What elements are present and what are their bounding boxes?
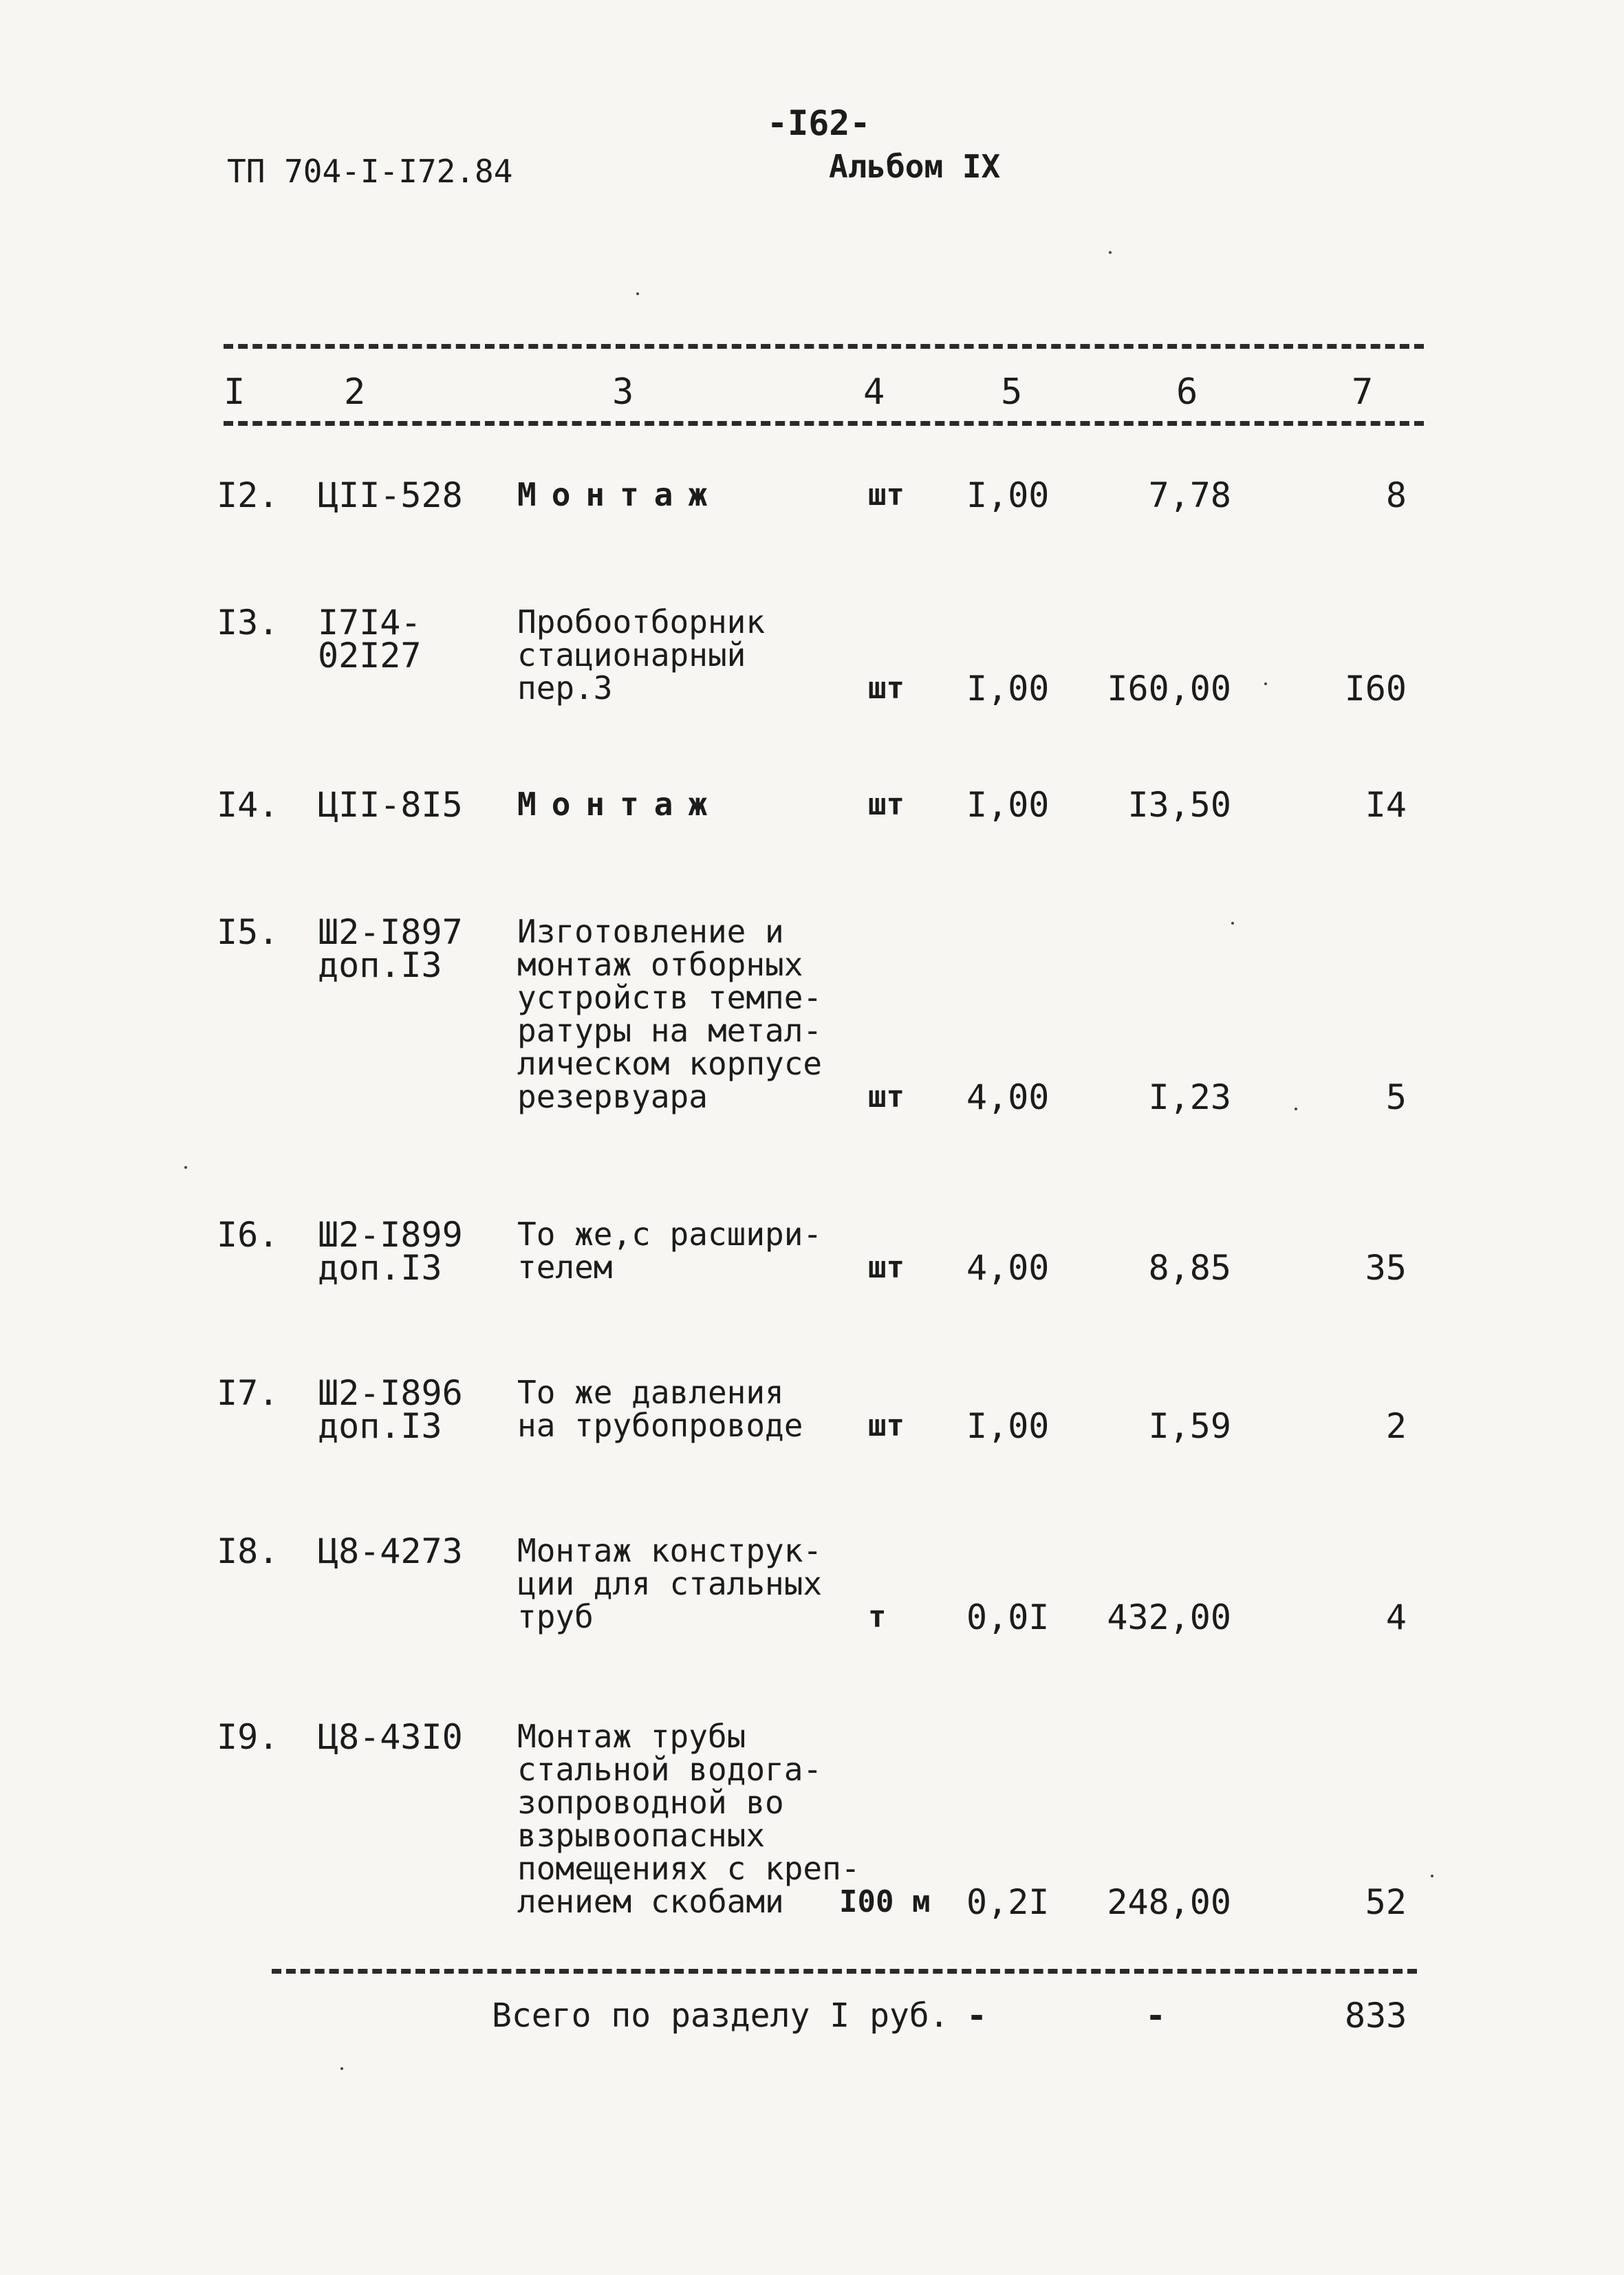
row-number: I7.: [217, 1373, 279, 1413]
row-code: 02I27: [318, 636, 422, 676]
row-unit: шт: [868, 1079, 905, 1114]
row-code: Ш2-I897: [318, 912, 463, 952]
row-code: Ш2-I899: [318, 1215, 463, 1255]
row-total: 35: [1365, 1248, 1407, 1288]
row-description: пер.3: [517, 669, 613, 707]
row-description: Изготовление и: [517, 913, 784, 950]
row-total: 5: [1385, 1077, 1407, 1117]
row-code: доп.I3: [318, 1406, 442, 1446]
row-quantity: I,00: [966, 1406, 1050, 1446]
row-description: взрывоопасных: [517, 1817, 766, 1854]
total-dash-qty: -: [966, 1996, 988, 2036]
column-header-2: 2: [344, 371, 366, 413]
row-code: доп.I3: [318, 945, 442, 985]
table-top-rule: [224, 344, 1424, 349]
row-price: I3,50: [1127, 785, 1231, 825]
row-code: ЦII-8I5: [318, 785, 463, 825]
row-description: Пробоотборник: [517, 603, 766, 640]
scan-speck: [1295, 1108, 1297, 1110]
row-code: доп.I3: [318, 1248, 442, 1288]
row-number: I4.: [217, 785, 279, 825]
scan-speck: [1109, 251, 1112, 254]
total-dash-price: -: [1145, 1996, 1167, 2036]
row-number: I2.: [217, 475, 279, 515]
row-quantity: 0,2I: [966, 1882, 1050, 1922]
row-quantity: 4,00: [966, 1077, 1050, 1117]
column-header-3: 3: [612, 371, 634, 413]
row-price: 432,00: [1107, 1597, 1231, 1637]
row-description: лическом корпусе: [517, 1045, 823, 1082]
row-description: труб: [517, 1598, 594, 1635]
row-code: Ц8-43I0: [318, 1717, 463, 1757]
row-description: Монтаж конструк-: [517, 1532, 823, 1569]
row-description: Монтаж: [517, 786, 723, 823]
row-code: ЦII-528: [318, 475, 463, 515]
row-price: I60,00: [1107, 669, 1231, 709]
scan-speck: [340, 2067, 343, 2070]
row-description: ции для стальных: [517, 1565, 823, 1602]
row-unit: шт: [868, 1408, 905, 1443]
row-description: То же,с расшири-: [517, 1216, 823, 1253]
row-unit: шт: [868, 1250, 905, 1285]
row-description: помещениях с креп-: [517, 1850, 860, 1887]
row-description: на трубопроводе: [517, 1407, 803, 1444]
table-bottom-rule: [272, 1969, 1417, 1974]
row-total: 4: [1385, 1597, 1407, 1637]
scan-speck: [184, 1166, 187, 1169]
section-total-value: 833: [1345, 1996, 1407, 2036]
row-quantity: I,00: [966, 785, 1050, 825]
row-quantity: I,00: [966, 669, 1050, 709]
row-description: устройств темпе-: [517, 979, 823, 1016]
row-number: I5.: [217, 912, 279, 952]
row-description: резервуара: [517, 1078, 708, 1115]
column-header-6: 6: [1176, 371, 1198, 413]
row-description: монтаж отборных: [517, 946, 803, 983]
album-label: Альбом IX: [829, 148, 1001, 185]
row-quantity: 0,0I: [966, 1597, 1050, 1637]
row-total: 8: [1385, 475, 1407, 515]
section-total-label: Всего по разделу I руб.: [492, 1996, 949, 2035]
row-total: 52: [1365, 1882, 1407, 1922]
page-number: -I62-: [767, 103, 871, 143]
row-number: I9.: [217, 1717, 279, 1757]
column-header-5: 5: [1001, 371, 1023, 413]
scan-speck: [1264, 682, 1267, 685]
row-price: 248,00: [1107, 1882, 1231, 1922]
row-description: лением скобами: [517, 1883, 784, 1920]
row-price: I,59: [1148, 1406, 1231, 1446]
column-header-1: I: [224, 371, 246, 413]
column-header-7: 7: [1352, 371, 1374, 413]
document-code: ТП 704-I-I72.84: [227, 153, 513, 190]
row-description: То же давления: [517, 1374, 784, 1411]
row-number: I3.: [217, 603, 279, 643]
row-total: 2: [1385, 1406, 1407, 1446]
row-description: ратуры на метал-: [517, 1012, 823, 1049]
column-header-4: 4: [863, 371, 885, 413]
row-code: Ц8-4273: [318, 1531, 463, 1571]
row-unit: I00 м: [839, 1884, 931, 1919]
row-description: Монтаж: [517, 476, 723, 513]
scan-speck: [636, 292, 639, 295]
row-number: I8.: [217, 1531, 279, 1571]
row-description: телем: [517, 1249, 613, 1286]
row-unit: шт: [868, 787, 905, 822]
row-description: Монтаж трубы: [517, 1718, 746, 1755]
row-description: стационарный: [517, 636, 746, 673]
row-code: Ш2-I896: [318, 1373, 463, 1413]
row-unit: т: [868, 1599, 887, 1635]
row-code: I7I4-: [318, 603, 422, 643]
row-unit: шт: [868, 477, 905, 513]
row-description: стальной водога-: [517, 1751, 823, 1788]
row-quantity: 4,00: [966, 1248, 1050, 1288]
row-total: I4: [1365, 785, 1407, 825]
row-unit: шт: [868, 671, 905, 706]
scan-speck: [994, 423, 997, 426]
row-quantity: I,00: [966, 475, 1050, 515]
scan-speck: [1431, 1875, 1433, 1877]
row-description: зопроводной во: [517, 1784, 784, 1821]
table-header-rule: [224, 421, 1424, 426]
scan-speck: [1231, 922, 1234, 925]
row-total: I60: [1344, 669, 1407, 709]
row-price: I,23: [1148, 1077, 1231, 1117]
row-number: I6.: [217, 1215, 279, 1255]
row-price: 8,85: [1148, 1248, 1231, 1288]
row-price: 7,78: [1148, 475, 1231, 515]
